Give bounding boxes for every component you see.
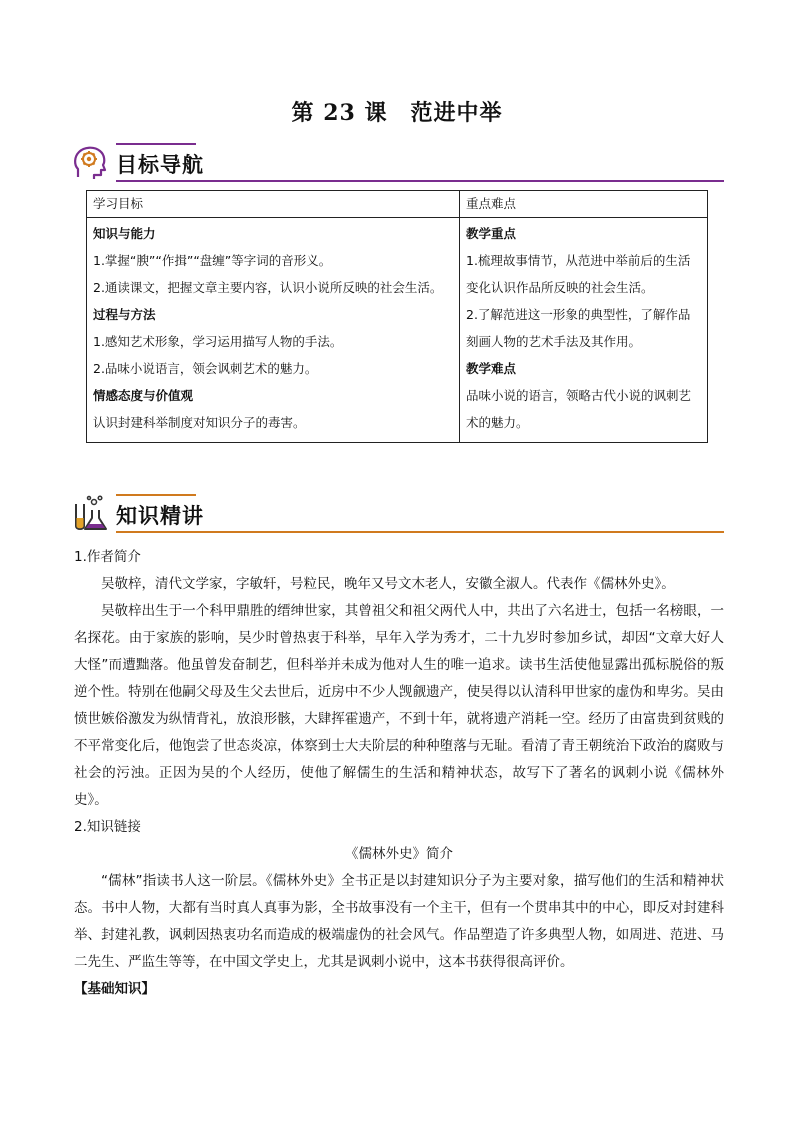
section-title-knowledge: 知识精讲 <box>116 504 204 528</box>
goals-col-header-objectives: 学习目标 <box>87 191 460 218</box>
content-heading: 1.作者简介 <box>74 549 141 565</box>
goals-item: 认识封建科举制度对知识分子的毒害。 <box>93 415 306 430</box>
goals-subheading: 情感态度与价值观 <box>93 388 194 403</box>
section-top-line <box>116 494 196 496</box>
goals-item: 2.通读课文，把握文章主要内容，认识小说所反映的社会生活。 <box>93 280 443 295</box>
section-top-line <box>116 143 196 145</box>
knowledge-content <box>74 544 724 1003</box>
content-paragraph: 吴敬梓出生于一个科甲鼎胜的缙绅世家，其曾祖父和祖父两代人中，共出了六名进士，包括一名榜眼，一名探花。由于家族的影响，吴少时曾热衷于科举，早年入学为秀才，二十九岁时参加乡试，却因“文章大好人大怪”而遭黜落。他虽曾发奋制艺，但科举并未成为他对人生的唯一追求。读书生活使他显露出孤标脱俗的叛逆个性。特别在他嗣父母及生父去世后，近房中不少人觊觎遗产，使吴得以认清科甲世家的虚伪和卑劣。吴由愤世嫉俗激发为纵情背礼，放浪形骸，大肆挥霍遗产，不到十年，就将遗产消耗一空。经历了由富贵到贫贱的不平常变化后，他饱尝了世态炎凉，体察到士大夫阶层的种种堕落与无耻。看清了青王朝统治下政治的腐败与社会的污浊。正因为吴的个人经历，使他了解儒生的生活和精神状态，故写下了著名的讽刺小说《儒林外史》。 <box>74 603 724 808</box>
section-divider <box>116 531 724 533</box>
content-paragraph: “儒林”指读书人这一阶层。《儒林外史》全书正是以封建知识分子为主要对象，描写他们的生活和精神状态。书中人物，大都有当时真人真事为影，全书故事没有一个主干，但有一个贯串其中的中心，即反对封建科举、封建礼教，讽刺因热衷功名而造成的极端虚伪的社会风气。作品塑造了许多典型人物，如周进、范进、马二先生、严监生等等，在中国文学史上，尤其是讽刺小说中，这本书获得很高评价。 <box>74 873 724 970</box>
goals-col-header-key-points: 重点难点 <box>460 191 708 218</box>
section-title-goals: 目标导航 <box>116 153 204 177</box>
goals-subheading: 教学重点 <box>466 226 517 241</box>
goals-item: 1.掌握“腴”“作揖”“盘缠”等字词的音形义。 <box>93 253 332 268</box>
flask-icon <box>70 494 112 534</box>
goals-left-cell <box>87 218 460 443</box>
goals-item: 品味小说的语言，领略古代小说的讽刺艺术的魅力。 <box>466 388 692 430</box>
goals-table <box>86 190 708 443</box>
goals-item: 1.梳理故事情节，从范进中举前后的生活变化认识作品所反映的社会生活。 <box>466 253 691 295</box>
section-divider <box>116 180 724 182</box>
section-header-goals <box>70 143 724 183</box>
section-header-knowledge <box>70 494 724 534</box>
content-heading: 2.知识链接 <box>74 819 141 835</box>
goals-subheading: 教学难点 <box>466 361 517 376</box>
content-heading-basic: 【基础知识】 <box>74 981 155 997</box>
page-title: 第 23 课 范进中举 <box>291 100 503 126</box>
content-subtitle: 《儒林外史》简介 <box>345 846 453 862</box>
goals-item: 2.品味小说语言，领会讽刺艺术的魅力。 <box>93 361 318 376</box>
head-gear-icon <box>70 143 112 183</box>
goals-right-cell <box>460 218 708 443</box>
goals-item: 2.了解范进这一形象的典型性，了解作品刻画人物的艺术手法及其作用。 <box>466 307 691 349</box>
goals-subheading: 知识与能力 <box>93 226 156 241</box>
content-paragraph: 吴敬梓，清代文学家，字敏轩，号粒民，晚年又号文木老人，安徽全淑人。代表作《儒林外史》。 <box>101 576 675 592</box>
goals-subheading: 过程与方法 <box>93 307 156 322</box>
goals-item: 1.感知艺术形象，学习运用描写人物的手法。 <box>93 334 343 349</box>
